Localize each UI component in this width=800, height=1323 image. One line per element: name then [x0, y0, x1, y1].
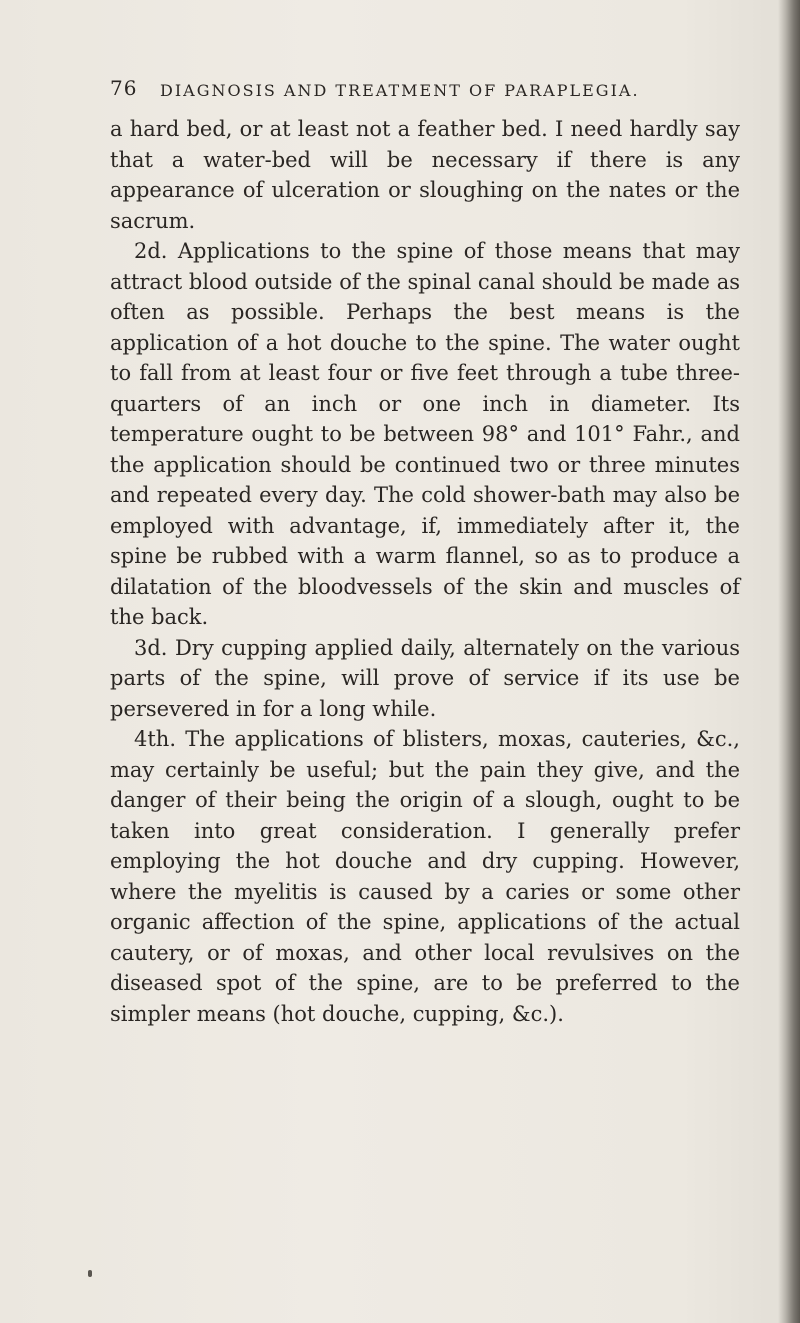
page-number: 76: [110, 76, 138, 100]
page-edge-shadow: [778, 0, 800, 1323]
ink-speck: [88, 1270, 92, 1277]
paragraph-4th: 4th. The applications of blisters, moxas, cauteries, &c., may certainly be useful; but the pain they give, and the danger of their being the origin of a slough, ought to be taken into great consideration. I generally prefer employing the hot douche and dry cupping. However, where the myelitis is caused by a caries or some other organic affection of the spine, applications of the actual cautery, or of moxas, and other local revulsives on the diseased spot of the spine, are to be preferred to the simpler means (hot douche, cupping, &c.).: [110, 727, 740, 1026]
paragraph-2d: 2d. Applications to the spine of those means that may attract blood outside of the spinal canal should be made as often as possible. Perhaps the best means is the application of a hot douche to the spine. The water ought to fall from at least four or five feet through a tube three-quarters of an inch or one inch in diameter. Its temperature ought to be between 98° and 101° Fahr., and the application should be continued two or three minutes and repeated every day. The cold shower-bath may also be employed with advantage, if, immediately after it, the spine be rubbed with a warm flannel, so as to produce a dilatation of the bloodvessels of the skin and muscles of the back.: [110, 239, 740, 629]
body-text: [110, 114, 740, 1029]
paragraph-3d: 3d. Dry cupping applied daily, alternately on the various parts of the spine, will prove of service if its use be persevered in for a long while.: [110, 635, 740, 721]
running-head: DIAGNOSIS AND TREATMENT OF PARAPLEGIA.: [160, 81, 640, 100]
paragraph-continuation: a hard bed, or at least not a feather bed. I need hardly say that a water-bed will be necessary if there is any appearance of ulceration or sloughing on the nates or the sacrum.: [110, 117, 740, 233]
